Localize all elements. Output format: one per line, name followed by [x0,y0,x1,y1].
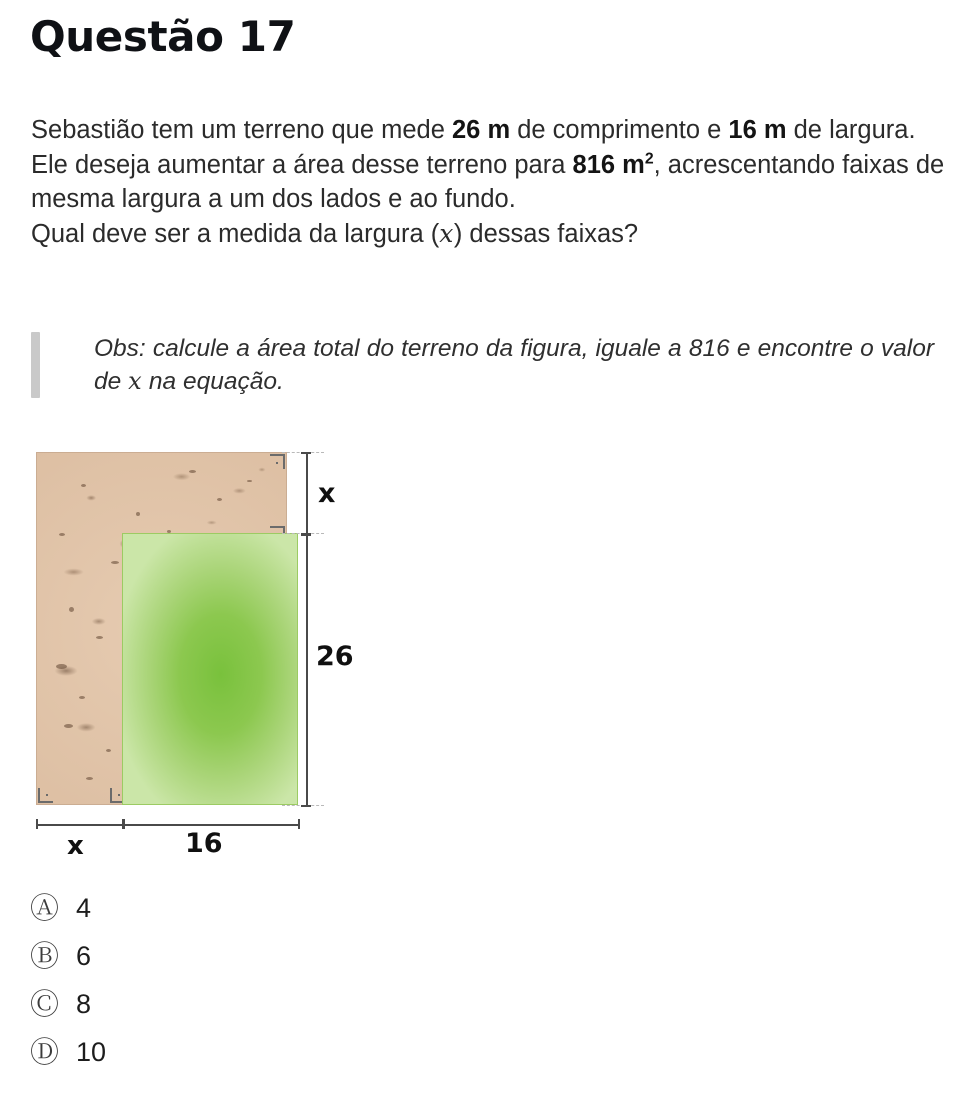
corner-mark-bottom-left [38,788,53,803]
statement-l3-part-b: ) dessas faixas? [453,220,639,249]
obs-left-bar [31,332,40,398]
option-marker-c: Ⓒ [30,986,60,1021]
dimension-line-26 [306,534,308,805]
option-row-d[interactable] [30,1028,430,1076]
obs-note [31,332,941,398]
dimension-line-16 [123,824,298,826]
dimension-line-x-horizontal [36,824,122,826]
dimension-label-26: 26 [316,641,354,672]
corner-mark-top-right [270,454,285,469]
obs-variable-x: x [128,367,143,396]
dimension-label-x-horizontal: x [67,831,84,861]
statement-l1-part-e: de largura. [786,116,916,144]
statement-area-exponent: 2 [644,150,654,168]
dimension-cap-16-right [298,819,300,829]
statement-value-area [573,151,654,179]
option-marker-b: Ⓑ [30,938,60,973]
dimension-label-x-vertical: x [318,478,336,509]
option-value-b: 6 [76,940,92,971]
statement-variable-x: x [439,219,454,249]
statement-line-1 [31,113,971,148]
answer-options [30,884,430,1076]
dimension-cap-16-left [123,819,125,829]
statement-l1-part-c: de comprimento e [510,116,729,144]
option-value-d: 10 [76,1036,107,1067]
statement-l2-part-a: Ele deseja aumentar a área desse terreno para [31,150,573,179]
option-row-b[interactable] [30,932,430,980]
obs-text-part-b: na equação. [142,368,284,396]
dimension-line-x-vertical [306,452,308,533]
statement-value-length: 26 m [452,116,511,144]
option-row-c[interactable] [30,980,430,1028]
option-row-a[interactable] [30,884,430,932]
option-marker-d: Ⓓ [30,1034,60,1069]
option-value-a: 4 [76,892,92,923]
statement-l1-part-a: Sebastião tem um terreno que mede [31,116,452,144]
original-terrain-area [122,533,298,805]
option-marker-a: Ⓐ [30,890,60,925]
statement-line-2 [31,148,971,217]
dimension-cap-26-top [301,534,311,536]
dimension-label-16: 16 [185,828,223,859]
page-title: Questão 17 [30,12,296,61]
dimension-cap-x-top [301,452,311,454]
statement-line-3 [31,217,971,252]
question-statement [31,113,971,252]
terrain-figure [30,446,360,861]
obs-text-part-a: Obs: calcule a área total do terreno da figura, iguale a 816 e encontre o valor de [94,335,934,396]
dimension-cap-26-bottom [301,805,311,807]
option-value-c: 8 [76,988,92,1019]
dimension-cap-xh-left [36,819,38,829]
statement-value-width: 16 m [728,116,787,144]
statement-l3-part-a: Qual deve ser a medida da largura ( [31,220,440,249]
statement-area-number: 816 m [572,150,645,179]
statement-l2-part-c: , acrescentando faixas de mesma largura a um dos lados e ao fundo. [31,150,945,214]
obs-note-text [94,332,934,398]
